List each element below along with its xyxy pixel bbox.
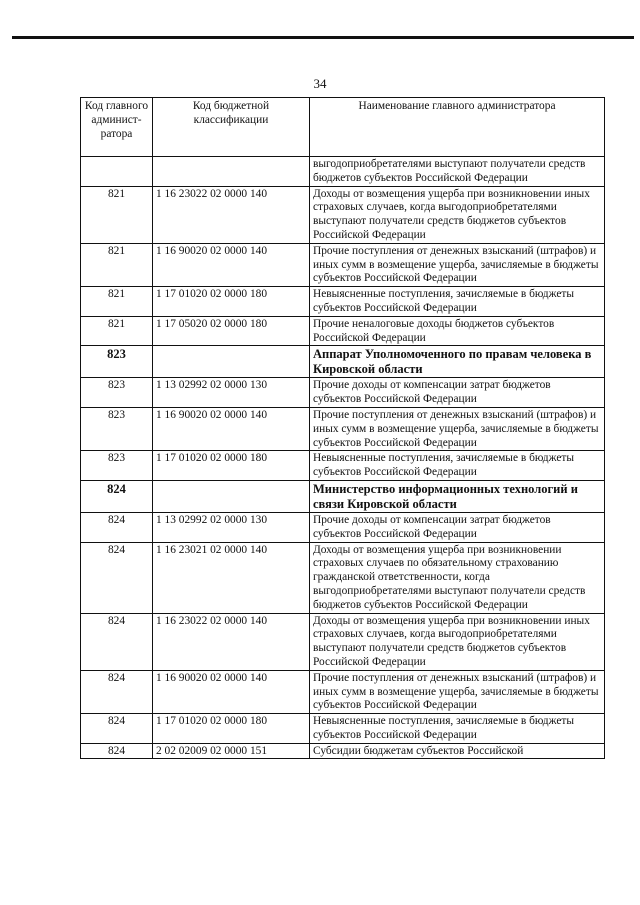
admin-name-cell: Аппарат Уполномоченного по правам человека в Кировской области: [310, 346, 605, 378]
admin-code-cell: 824: [81, 613, 153, 670]
budget-code-cell: 1 17 01020 02 0000 180: [153, 451, 310, 481]
budget-code-cell: 1 16 23022 02 0000 140: [153, 186, 310, 243]
table-row: [81, 316, 605, 346]
admin-name-cell: Доходы от возмещения ущерба при возникновении иных страховых случаев, когда выгодоприобретателями выступают получатели средств бюджетов субъектов Российской Федерации: [310, 613, 605, 670]
budget-code-cell: [153, 346, 310, 378]
table-row: [81, 743, 605, 759]
table-row: [81, 287, 605, 317]
table-row: [81, 157, 605, 187]
header-admin-code: Код главного админист-ратора: [81, 98, 153, 157]
table-row: [81, 714, 605, 744]
budget-code-cell: 1 17 05020 02 0000 180: [153, 316, 310, 346]
budget-code-cell: 1 17 01020 02 0000 180: [153, 714, 310, 744]
admin-name-cell: Субсидии бюджетам субъектов Российской: [310, 743, 605, 759]
budget-code-cell: 1 16 90020 02 0000 140: [153, 243, 310, 286]
table-row: [81, 542, 605, 613]
admin-name-cell: Невыясненные поступления, зачисляемые в бюджеты субъектов Российской Федерации: [310, 714, 605, 744]
table-row: [81, 186, 605, 243]
header-budget-code: Код бюджетной классификации: [153, 98, 310, 157]
table-row: [81, 378, 605, 408]
admin-name-cell: Невыясненные поступления, зачисляемые в бюджеты субъектов Российской Федерации: [310, 451, 605, 481]
table-row: [81, 613, 605, 670]
admin-code-cell: 824: [81, 542, 153, 613]
admin-name-cell: Доходы от возмещения ущерба при возникновении иных страховых случаев, когда выгодоприобретателями выступают получатели средств бюджетов субъектов Российской Федерации: [310, 186, 605, 243]
budget-code-cell: 1 16 23021 02 0000 140: [153, 542, 310, 613]
budget-code-cell: [153, 157, 310, 187]
administrator-heading-row: [81, 480, 605, 512]
budget-code-cell: 1 16 90020 02 0000 140: [153, 407, 310, 450]
admin-name-cell: Министерство информационных технологий и связи Кировской области: [310, 480, 605, 512]
admin-name-cell: Прочие поступления от денежных взысканий (штрафов) и иных сумм в возмещение ущерба, зачисляемые в бюджеты субъектов Российской Федерации: [310, 407, 605, 450]
admin-name-cell: Прочие доходы от компенсации затрат бюджетов субъектов Российской Федерации: [310, 512, 605, 542]
admin-code-cell: 824: [81, 743, 153, 759]
table-row: [81, 670, 605, 713]
administrators-table: [80, 97, 605, 759]
admin-code-cell: 824: [81, 670, 153, 713]
budget-code-cell: 1 16 23022 02 0000 140: [153, 613, 310, 670]
admin-name-cell: Прочие доходы от компенсации затрат бюджетов субъектов Российской Федерации: [310, 378, 605, 408]
admin-code-cell: 823: [81, 346, 153, 378]
budget-code-cell: 1 16 90020 02 0000 140: [153, 670, 310, 713]
administrator-heading-row: [81, 346, 605, 378]
table-body: [81, 157, 605, 759]
admin-name-cell: Прочие неналоговые доходы бюджетов субъектов Российской Федерации: [310, 316, 605, 346]
table-row: [81, 407, 605, 450]
table-row: [81, 243, 605, 286]
admin-code-cell: 824: [81, 714, 153, 744]
top-rule: [12, 36, 634, 39]
budget-code-cell: 1 13 02992 02 0000 130: [153, 378, 310, 408]
admin-code-cell: 823: [81, 407, 153, 450]
table-row: [81, 512, 605, 542]
admin-code-cell: 823: [81, 451, 153, 481]
budget-code-cell: 1 13 02992 02 0000 130: [153, 512, 310, 542]
admin-code-cell: 821: [81, 186, 153, 243]
header-admin-name: Наименование главного администратора: [310, 98, 605, 157]
admin-code-cell: 821: [81, 243, 153, 286]
admin-code-cell: 824: [81, 512, 153, 542]
admin-name-cell: Невыясненные поступления, зачисляемые в бюджеты субъектов Российской Федерации: [310, 287, 605, 317]
table-row: [81, 451, 605, 481]
admin-code-cell: 824: [81, 480, 153, 512]
admin-code-cell: 821: [81, 316, 153, 346]
table-header-row: [81, 98, 605, 157]
page-number: 34: [313, 76, 327, 91]
admin-name-cell: выгодоприобретателями выступают получатели средств бюджетов субъектов Российской Федерации: [310, 157, 605, 187]
budget-code-cell: 2 02 02009 02 0000 151: [153, 743, 310, 759]
admin-code-cell: [81, 157, 153, 187]
admin-code-cell: 821: [81, 287, 153, 317]
budget-code-cell: 1 17 01020 02 0000 180: [153, 287, 310, 317]
admin-code-cell: 823: [81, 378, 153, 408]
budget-code-cell: [153, 480, 310, 512]
admin-name-cell: Прочие поступления от денежных взысканий (штрафов) и иных сумм в возмещение ущерба, зачисляемые в бюджеты субъектов Российской Федерации: [310, 670, 605, 713]
admin-name-cell: Доходы от возмещения ущерба при возникновении страховых случаев по обязательному страхованию гражданской ответственности, когда выгодоприобретателями выступают получатели средств бюджетов субъектов Российской Федерации: [310, 542, 605, 613]
admin-name-cell: Прочие поступления от денежных взысканий (штрафов) и иных сумм в возмещение ущерба, зачисляемые в бюджеты субъектов Российской Федерации: [310, 243, 605, 286]
